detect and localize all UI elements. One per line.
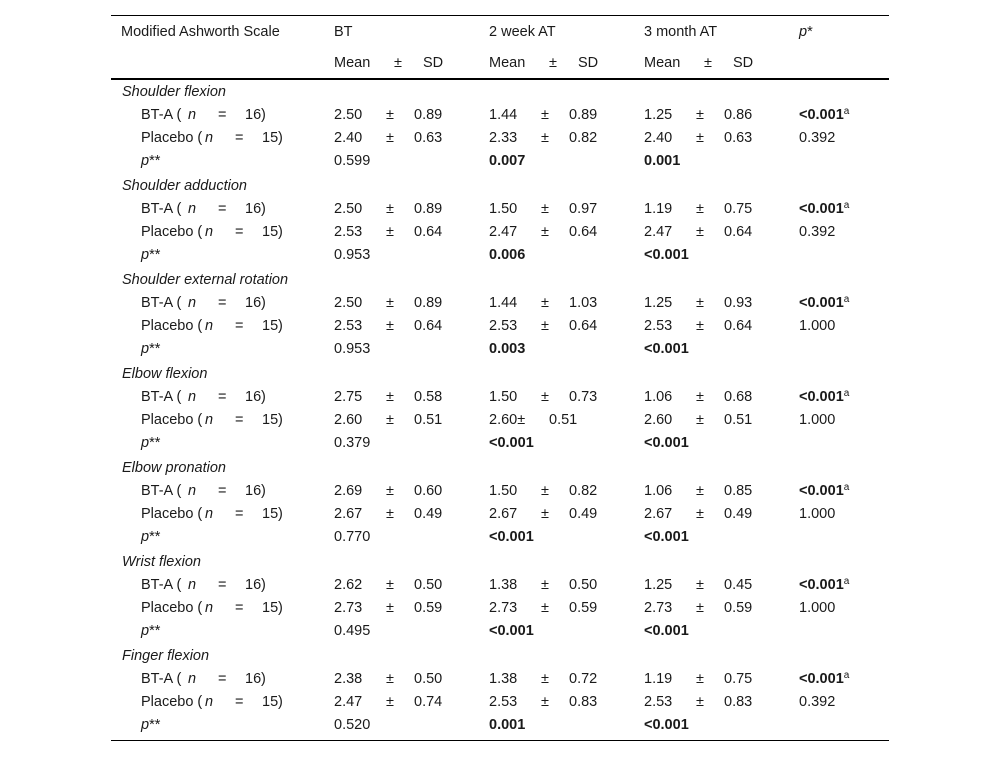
p-between-value: <0.001 <box>644 341 689 357</box>
mean-value: 1.25 <box>644 107 673 123</box>
placebo-label-eq: = <box>235 318 244 334</box>
sd-value: 0.75 <box>724 671 753 687</box>
p-letter: p <box>141 717 150 733</box>
mean-value: 1.19 <box>644 201 673 217</box>
footnote-marker: a <box>843 482 850 493</box>
placebo-label-prefix: Placebo ( <box>141 130 203 146</box>
sd-value: 0.89 <box>569 107 598 123</box>
sd-value: 0.50 <box>414 577 443 593</box>
plus-minus: ± <box>696 671 704 687</box>
bta-label-suffix: ) <box>261 107 266 123</box>
placebo-label-count: 15 <box>262 130 279 146</box>
placebo-label-prefix: Placebo ( <box>141 694 203 710</box>
p-within-number: 1.000 <box>799 412 836 428</box>
bta-label-n: n <box>188 483 197 499</box>
header-pm-bt: ± <box>394 55 402 71</box>
placebo-label-count: 15 <box>262 318 279 334</box>
group-title: Shoulder external rotation <box>122 272 289 288</box>
footnote-marker: a <box>843 670 850 681</box>
placebo-label-n: n <box>205 224 214 240</box>
placebo-label-eq: = <box>235 224 244 240</box>
placebo-label-eq: = <box>235 412 244 428</box>
p-between-value: 0.006 <box>489 247 526 263</box>
p-within-value <box>799 317 835 335</box>
placebo-label-suffix: ) <box>278 600 283 616</box>
plus-minus: ± <box>386 483 394 499</box>
header-sd-3month: SD <box>733 55 754 71</box>
bta-label-eq: = <box>218 295 227 311</box>
mean-value: 2.60 <box>334 412 363 428</box>
p-within-value <box>799 693 835 711</box>
plus-minus: ± <box>696 506 704 522</box>
mean-value: 2.69 <box>334 483 363 499</box>
header-pm-2week: ± <box>549 55 557 71</box>
plus-minus: ± <box>386 295 394 311</box>
sd-value: 0.49 <box>569 506 598 522</box>
placebo-label-suffix: ) <box>278 224 283 240</box>
plus-minus: ± <box>541 201 549 217</box>
plus-minus: ± <box>541 600 549 616</box>
bta-label-prefix: BT-A ( <box>141 483 182 499</box>
sd-value: 0.73 <box>569 389 598 405</box>
p-within-number: 1.000 <box>799 600 836 616</box>
sd-value: 0.93 <box>724 295 753 311</box>
sd-value: 0.74 <box>414 694 443 710</box>
plus-minus: ± <box>386 506 394 522</box>
sd-value: 0.51 <box>414 412 443 428</box>
footnote-marker: a <box>843 200 850 211</box>
header-2week: 2 week AT <box>489 24 556 40</box>
placebo-label-n: n <box>205 506 214 522</box>
group-title: Shoulder flexion <box>122 84 226 100</box>
p-within-number: 1.000 <box>799 318 836 334</box>
bta-label-n: n <box>188 107 197 123</box>
bta-label-count: 16 <box>245 483 262 499</box>
plus-minus: ± <box>696 600 704 616</box>
mean-value: 2.67 <box>489 506 518 522</box>
p-between-value: <0.001 <box>489 435 534 451</box>
header-mean-2week: Mean <box>489 55 526 71</box>
bta-label-count: 16 <box>245 107 262 123</box>
p-between-value: <0.001 <box>644 435 689 451</box>
plus-minus: ± <box>696 201 704 217</box>
sd-value: 0.82 <box>569 130 598 146</box>
mean-value: 1.38 <box>489 577 518 593</box>
p-within-number: 0.392 <box>799 224 836 240</box>
placebo-label-suffix: ) <box>278 694 283 710</box>
bta-label-suffix: ) <box>261 577 266 593</box>
mean-value: 1.44 <box>489 295 518 311</box>
mean-value: 2.33 <box>489 130 518 146</box>
sd-value: 0.50 <box>569 577 598 593</box>
bta-label-count: 16 <box>245 671 262 687</box>
plus-minus: ± <box>386 107 394 123</box>
p-within-value <box>799 576 849 594</box>
p-letter: p <box>141 623 150 639</box>
mean-value: 2.53 <box>644 318 673 334</box>
mean-value: 1.50 <box>489 389 518 405</box>
bta-label-n: n <box>188 577 197 593</box>
sd-value: 0.64 <box>569 224 598 240</box>
p-within-value <box>799 223 835 241</box>
mean-value: 2.73 <box>489 600 518 616</box>
mean-value: 2.73 <box>644 600 673 616</box>
placebo-label-n: n <box>205 318 214 334</box>
mean-value: 1.25 <box>644 577 673 593</box>
sd-value: 0.86 <box>724 107 753 123</box>
mean-value: 2.40 <box>334 130 363 146</box>
placebo-label-count: 15 <box>262 600 279 616</box>
placebo-label-prefix: Placebo ( <box>141 318 203 334</box>
sd-value: 0.72 <box>569 671 598 687</box>
p-within-value <box>799 505 835 523</box>
p-letter: p <box>141 247 150 263</box>
sd-value: 0.64 <box>724 318 753 334</box>
plus-minus: ± <box>696 224 704 240</box>
placebo-label-count: 15 <box>262 412 279 428</box>
bta-label-eq: = <box>218 201 227 217</box>
plus-minus: ± <box>386 412 394 428</box>
p-within-value <box>799 294 849 312</box>
p-within-number: <0.001 <box>799 107 844 123</box>
plus-minus: ± <box>541 483 549 499</box>
sd-value: 0.97 <box>569 201 598 217</box>
p-between-groups-label <box>141 716 160 734</box>
placebo-label-count: 15 <box>262 694 279 710</box>
mean-value: 2.47 <box>644 224 673 240</box>
sd-value: 0.85 <box>724 483 753 499</box>
placebo-label-count: 15 <box>262 224 279 240</box>
sd-value: 0.51 <box>724 412 753 428</box>
p-between-groups-label <box>141 434 160 452</box>
sd-value: 0.75 <box>724 201 753 217</box>
plus-minus: ± <box>541 577 549 593</box>
mean-value: 2.60 <box>644 412 673 428</box>
p-stars: ** <box>149 247 161 263</box>
p-within-value <box>799 482 849 500</box>
p-between-value: <0.001 <box>644 717 689 733</box>
p-stars: ** <box>149 341 161 357</box>
p-within-number: <0.001 <box>799 483 844 499</box>
group-title: Elbow flexion <box>122 366 208 382</box>
p-within-number: <0.001 <box>799 295 844 311</box>
mean-value: 2.53 <box>489 318 518 334</box>
mean-value: 2.53 <box>334 318 363 334</box>
bta-label-n: n <box>188 295 197 311</box>
mean-value: 2.50 <box>334 107 363 123</box>
p-letter: p <box>141 529 150 545</box>
bta-label-n: n <box>188 201 197 217</box>
plus-minus: ± <box>386 130 394 146</box>
p-between-groups-label <box>141 152 160 170</box>
placebo-label-n: n <box>205 130 214 146</box>
table-top-rule <box>111 15 889 16</box>
p-within-value <box>799 411 835 429</box>
p-between-groups-label <box>141 528 160 546</box>
plus-minus: ± <box>696 412 704 428</box>
header-3month: 3 month AT <box>644 24 718 40</box>
bta-label-count: 16 <box>245 201 262 217</box>
plus-minus: ± <box>386 694 394 710</box>
plus-minus: ± <box>696 295 704 311</box>
p-within-value <box>799 200 849 218</box>
bta-label-n: n <box>188 389 197 405</box>
bta-label-suffix: ) <box>261 295 266 311</box>
p-between-value: <0.001 <box>489 623 534 639</box>
p-letter: p <box>141 435 150 451</box>
mean-value: 2.67 <box>644 506 673 522</box>
bta-label-prefix: BT-A ( <box>141 201 182 217</box>
placebo-label-eq: = <box>235 694 244 710</box>
mean-value: 1.50 <box>489 201 518 217</box>
plus-minus: ± <box>696 107 704 123</box>
p-within-number: 1.000 <box>799 506 836 522</box>
plus-minus: ± <box>696 483 704 499</box>
placebo-label-count: 15 <box>262 506 279 522</box>
plus-minus: ± <box>386 577 394 593</box>
bta-label-suffix: ) <box>261 483 266 499</box>
p-within-value <box>799 670 849 688</box>
p-between-value: <0.001 <box>644 247 689 263</box>
bta-label-count: 16 <box>245 577 262 593</box>
footnote-marker: a <box>843 576 850 587</box>
bta-label-eq: = <box>218 389 227 405</box>
p-within-value <box>799 388 849 406</box>
p-stars: ** <box>149 717 161 733</box>
header-mean-bt: Mean <box>334 55 371 71</box>
plus-minus: ± <box>541 224 549 240</box>
header-scale-label: Modified Ashworth Scale <box>121 24 280 40</box>
p-between-groups-label <box>141 340 160 358</box>
p-between-value: <0.001 <box>489 529 534 545</box>
p-within-value <box>799 129 835 147</box>
placebo-label-prefix: Placebo ( <box>141 224 203 240</box>
p-stars: ** <box>149 529 161 545</box>
plus-minus: ± <box>386 389 394 405</box>
bta-label-suffix: ) <box>261 389 266 405</box>
header-mean-3month: Mean <box>644 55 681 71</box>
p-between-value: 0.007 <box>489 153 526 169</box>
placebo-label-suffix: ) <box>278 318 283 334</box>
plus-minus: ± <box>541 694 549 710</box>
sd-value: 0.64 <box>414 318 443 334</box>
placebo-label-suffix: ) <box>278 506 283 522</box>
bta-label-prefix: BT-A ( <box>141 389 182 405</box>
p-between-value: 0.379 <box>334 435 371 451</box>
p-between-value: 0.003 <box>489 341 526 357</box>
bta-label-eq: = <box>218 577 227 593</box>
p-within-number: <0.001 <box>799 671 844 687</box>
p-within-number: <0.001 <box>799 577 844 593</box>
plus-minus: ± <box>696 694 704 710</box>
mean-value: 2.53 <box>489 694 518 710</box>
sd-value: 0.63 <box>724 130 753 146</box>
bta-label-prefix: BT-A ( <box>141 295 182 311</box>
mean-value: 2.38 <box>334 671 363 687</box>
table-header-rule <box>111 78 889 80</box>
group-title: Elbow pronation <box>122 460 226 476</box>
mean-value: 1.19 <box>644 671 673 687</box>
sd-value: 0.83 <box>724 694 753 710</box>
sd-value: 0.59 <box>414 600 443 616</box>
plus-minus: ± <box>541 107 549 123</box>
group-title: Shoulder adduction <box>122 178 247 194</box>
plus-minus: ± <box>386 600 394 616</box>
sd-value: 0.50 <box>414 671 443 687</box>
p-letter: p <box>141 341 150 357</box>
p-between-value: 0.495 <box>334 623 371 639</box>
plus-minus: ± <box>386 671 394 687</box>
p-between-value: 0.001 <box>644 153 681 169</box>
sd-value: 0.89 <box>414 295 443 311</box>
mean-value: 1.50 <box>489 483 518 499</box>
plus-minus: ± <box>386 318 394 334</box>
placebo-label-eq: = <box>235 600 244 616</box>
group-title: Finger flexion <box>122 648 210 664</box>
sd-value: 0.58 <box>414 389 443 405</box>
mean-value: 2.40 <box>644 130 673 146</box>
plus-minus: ± <box>696 318 704 334</box>
bta-label-suffix: ) <box>261 671 266 687</box>
sd-value: 0.83 <box>569 694 598 710</box>
plus-minus: ± <box>541 130 549 146</box>
placebo-label-prefix: Placebo ( <box>141 412 203 428</box>
p-within-number: 0.392 <box>799 694 836 710</box>
plus-minus: ± <box>541 295 549 311</box>
plus-minus: ± <box>541 506 549 522</box>
group-title: Wrist flexion <box>122 554 201 570</box>
mean-value: 1.06 <box>644 483 673 499</box>
p-between-value: 0.953 <box>334 247 371 263</box>
header-pm-3month: ± <box>704 55 712 71</box>
mean-value: 2.53 <box>334 224 363 240</box>
placebo-label-suffix: ) <box>278 130 283 146</box>
p-within-number: <0.001 <box>799 389 844 405</box>
sd-value: 0.63 <box>414 130 443 146</box>
mean-value: 2.73 <box>334 600 363 616</box>
bta-label-prefix: BT-A ( <box>141 671 182 687</box>
footnote-marker: a <box>843 294 850 305</box>
p-stars: ** <box>149 623 161 639</box>
sd-value: 0.59 <box>724 600 753 616</box>
plus-minus: ± <box>541 671 549 687</box>
header-p: p* <box>799 24 813 40</box>
p-stars: ** <box>149 153 161 169</box>
sd-value: 0.64 <box>414 224 443 240</box>
mean-value: 2.47 <box>334 694 363 710</box>
sd-value: 0.60 <box>414 483 443 499</box>
p-between-value: 0.520 <box>334 717 371 733</box>
bta-label-eq: = <box>218 671 227 687</box>
mean-value: 1.06 <box>644 389 673 405</box>
mean-value: 2.67 <box>334 506 363 522</box>
p-stars: ** <box>149 435 161 451</box>
placebo-label-eq: = <box>235 506 244 522</box>
plus-minus: ± <box>541 318 549 334</box>
p-within-value <box>799 599 835 617</box>
mean-value: 2.50 <box>334 201 363 217</box>
mean-value: 2.75 <box>334 389 363 405</box>
mean-value: 1.25 <box>644 295 673 311</box>
plus-minus: ± <box>696 389 704 405</box>
bta-label-eq: = <box>218 483 227 499</box>
p-letter: p <box>141 153 150 169</box>
placebo-label-n: n <box>205 694 214 710</box>
plus-minus: ± <box>696 577 704 593</box>
bta-label-n: n <box>188 671 197 687</box>
p-between-groups-label <box>141 246 160 264</box>
table-bottom-rule <box>111 740 889 741</box>
bta-label-prefix: BT-A ( <box>141 107 182 123</box>
sd-value: 0.49 <box>414 506 443 522</box>
header-bt: BT <box>334 24 353 40</box>
p-within-value <box>799 106 849 124</box>
sd-value: 0.89 <box>414 201 443 217</box>
mean-value: 2.50 <box>334 295 363 311</box>
plus-minus: ± <box>696 130 704 146</box>
sd-value: 0.45 <box>724 577 753 593</box>
mean-value: 1.44 <box>489 107 518 123</box>
sd-value: 0.64 <box>569 318 598 334</box>
p-within-number: 0.392 <box>799 130 836 146</box>
mean-value: 1.38 <box>489 671 518 687</box>
plus-minus: ± <box>386 201 394 217</box>
bta-label-count: 16 <box>245 389 262 405</box>
p-between-value: <0.001 <box>644 529 689 545</box>
mean-pm-value: 2.60± <box>489 412 526 428</box>
sd-value: 0.59 <box>569 600 598 616</box>
p-within-number: <0.001 <box>799 201 844 217</box>
p-between-groups-label <box>141 622 160 640</box>
sd-value: 0.68 <box>724 389 753 405</box>
sd-value: 0.82 <box>569 483 598 499</box>
p-between-value: <0.001 <box>644 623 689 639</box>
placebo-label-prefix: Placebo ( <box>141 600 203 616</box>
footnote-marker: a <box>843 388 850 399</box>
bta-label-count: 16 <box>245 295 262 311</box>
sd-value: 0.89 <box>414 107 443 123</box>
mean-value: 2.47 <box>489 224 518 240</box>
plus-minus: ± <box>541 389 549 405</box>
sd-value: 0.51 <box>549 412 578 428</box>
placebo-label-n: n <box>205 600 214 616</box>
bta-label-suffix: ) <box>261 201 266 217</box>
footnote-marker: a <box>843 106 850 117</box>
placebo-label-suffix: ) <box>278 412 283 428</box>
p-between-value: 0.770 <box>334 529 371 545</box>
placebo-label-eq: = <box>235 130 244 146</box>
plus-minus: ± <box>386 224 394 240</box>
mean-value: 2.62 <box>334 577 363 593</box>
placebo-label-prefix: Placebo ( <box>141 506 203 522</box>
p-between-value: 0.599 <box>334 153 371 169</box>
placebo-label-n: n <box>205 412 214 428</box>
sd-value: 0.64 <box>724 224 753 240</box>
sd-value: 0.49 <box>724 506 753 522</box>
bta-label-eq: = <box>218 107 227 123</box>
header-sd-bt: SD <box>423 55 444 71</box>
bta-label-prefix: BT-A ( <box>141 577 182 593</box>
header-sd-2week: SD <box>578 55 599 71</box>
sd-value: 1.03 <box>569 295 598 311</box>
mean-value: 2.53 <box>644 694 673 710</box>
p-between-value: 0.001 <box>489 717 526 733</box>
p-between-value: 0.953 <box>334 341 371 357</box>
